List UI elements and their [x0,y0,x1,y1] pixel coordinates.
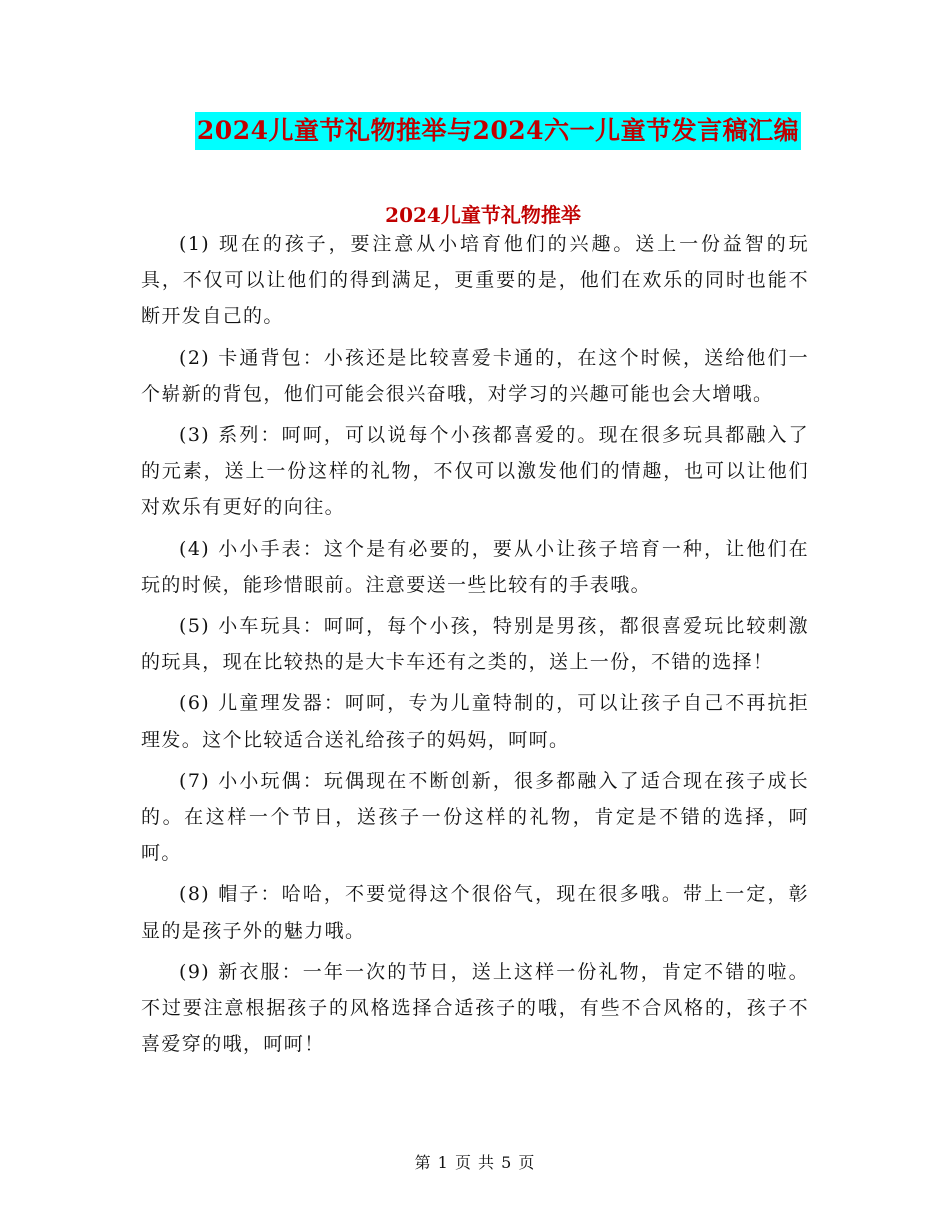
paragraph-8: (8) 帽子：哈哈，不要觉得这个很俗气，现在很多哦。带上一定，彰显的是孩子外的魅力哦。 [141,883,809,942]
paragraph-7: (7) 小小玩偶：玩偶现在不断创新，很多都融入了适合现在孩子成长的。在这样一个节日，送孩子一份这样的礼物，肯定是不错的选择，呵呵。 [141,769,809,865]
document-title-container [0,112,950,150]
paragraph-4: (4) 小小手表：这个是有必要的，要从小让孩子培育一种，让他们在玩的时候，能珍惜眼前。注意要送一些比较有的手表哦。 [141,537,809,596]
document-title: 2024儿童节礼物推举与2024六一儿童节发言稿汇编 [195,112,801,150]
paragraph-1: (1) 现在的孩子，要注意从小培育他们的兴趣。送上一份益智的玩具，不仅可以让他们的得到满足，更重要的是，他们在欢乐的同时也能不断开发自己的。 [141,233,809,328]
paragraph-5: (5) 小车玩具：呵呵，每个小孩，特别是男孩，都很喜爱玩比较刺激的玩具，现在比较热的是大卡车还有之类的，送上一份，不错的选择！ [141,615,809,674]
section-title: 2024儿童节礼物推举 [385,203,581,227]
paragraph-3: (3) 系列：呵呵，可以说每个小孩都喜爱的。现在很多玩具都融入了的元素，送上一份这样的礼物，不仅可以激发他们的情趣，也可以让他们对欢乐有更好的向往。 [141,424,809,519]
paragraph-2: (2) 卡通背包：小孩还是比较喜爱卡通的，在这个时候，送给他们一个崭新的背包，他们可能会很兴奋哦，对学习的兴趣可能也会大增哦。 [141,346,809,405]
document-body [141,226,809,1067]
paragraph-9: (9) 新衣服：一年一次的节日，送上这样一份礼物，肯定不错的啦。不过要注意根据孩子的风格选择合适孩子的哦，有些不合风格的，孩子不喜爱穿的哦，呵呵！ [141,960,809,1056]
paragraph-6: (6) 儿童理发器：呵呵，专为儿童特制的，可以让孩子自己不再抗拒理发。这个比较适合送礼给孩子的妈妈，呵呵。 [141,692,809,751]
page-footer: 第 1 页 共 5 页 [414,1153,536,1172]
